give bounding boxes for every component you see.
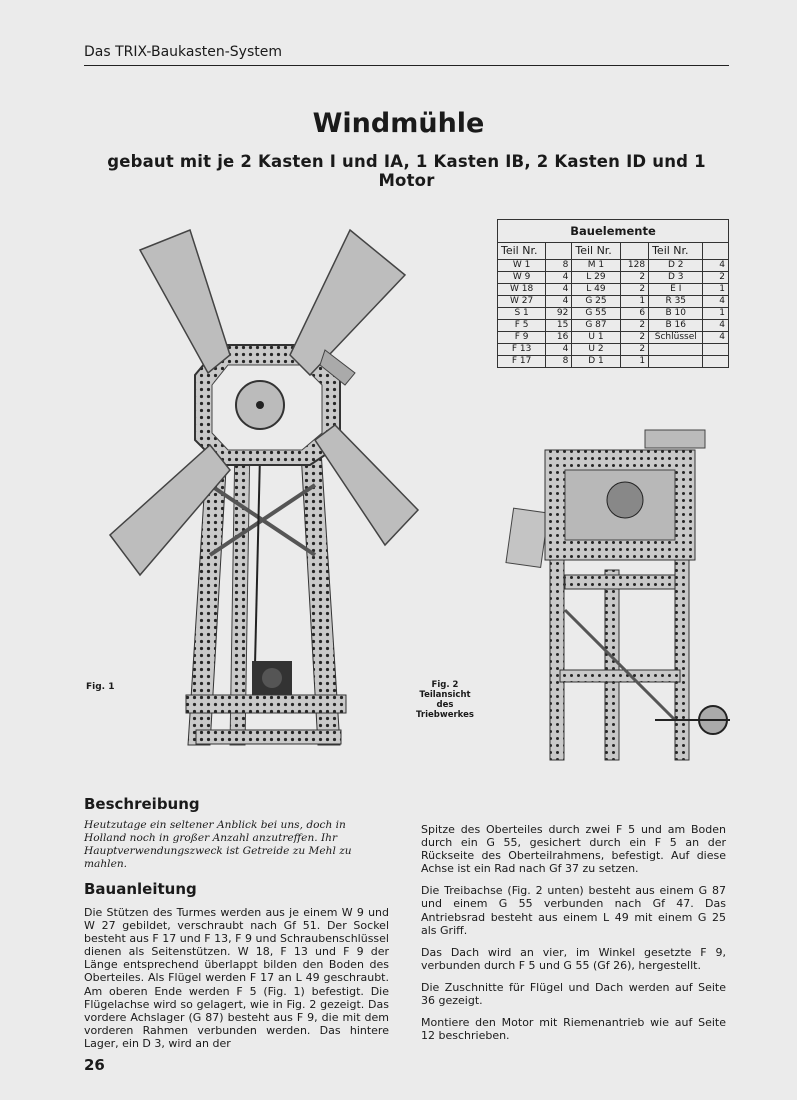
part-count: 4 bbox=[703, 332, 729, 344]
part-count: 2 bbox=[703, 272, 729, 284]
beschreibung-text: Heutzutage ein seltener Anblick bei uns, doch in Holland noch in großer Anzahl anzutreffen. Ihr Hauptverwendungszweck ist Getreide zu Mehl zu mahlen. bbox=[84, 819, 352, 870]
fig2-caption-line: Triebwerkes bbox=[416, 710, 474, 720]
part-count: 4 bbox=[546, 296, 572, 308]
part-count bbox=[703, 356, 729, 368]
part-count: 128 bbox=[620, 260, 648, 272]
running-header: Das TRIX-Baukasten-System bbox=[84, 44, 282, 60]
parts-header-count-3 bbox=[703, 243, 729, 260]
page-subtitle: gebaut mit je 2 Kasten I und IA, 1 Kasten IB, 2 Kasten ID und 1 Motor bbox=[107, 152, 706, 190]
parts-header-teil-nr-2 bbox=[572, 243, 620, 260]
part-number: U 1 bbox=[572, 332, 620, 344]
parts-header-teil-nr-3 bbox=[649, 243, 703, 260]
part-number: L 49 bbox=[572, 284, 620, 296]
part-count: 2 bbox=[620, 332, 648, 344]
part-number: R 35 bbox=[649, 296, 703, 308]
fig2-caption-line: des bbox=[436, 700, 454, 710]
part-number: G 55 bbox=[572, 308, 620, 320]
part-number: L 29 bbox=[572, 272, 620, 284]
parts-row bbox=[498, 272, 729, 284]
part-count: 4 bbox=[703, 260, 729, 272]
fig2-caption-line: Teilansicht bbox=[419, 690, 471, 700]
bauanleitung-right-column bbox=[421, 823, 726, 1051]
part-number: W 18 bbox=[498, 284, 546, 296]
parts-row bbox=[498, 320, 729, 332]
page-title: Windmühle bbox=[312, 108, 485, 139]
page-number: 26 bbox=[84, 1056, 105, 1074]
fig1-caption: Fig. 1 bbox=[86, 682, 115, 692]
part-number: D 3 bbox=[649, 272, 703, 284]
part-number: W 1 bbox=[498, 260, 546, 272]
part-number bbox=[649, 344, 703, 356]
part-number: F 9 bbox=[498, 332, 546, 344]
mechanism-photo bbox=[505, 420, 740, 770]
windmill-photo bbox=[100, 225, 430, 770]
part-number: G 25 bbox=[572, 296, 620, 308]
part-count: 4 bbox=[546, 284, 572, 296]
parts-header-teil-nr-1 bbox=[498, 243, 546, 260]
part-count: 8 bbox=[546, 260, 572, 272]
part-count: 1 bbox=[703, 308, 729, 320]
part-number: W 9 bbox=[498, 272, 546, 284]
part-number bbox=[649, 356, 703, 368]
part-number: Schlüssel bbox=[649, 332, 703, 344]
part-number: F 13 bbox=[498, 344, 546, 356]
part-count: 8 bbox=[546, 356, 572, 368]
part-number: B 16 bbox=[649, 320, 703, 332]
part-count: 2 bbox=[620, 272, 648, 284]
part-number: S 1 bbox=[498, 308, 546, 320]
part-count: 15 bbox=[546, 320, 572, 332]
part-number: F 17 bbox=[498, 356, 546, 368]
part-number: F 5 bbox=[498, 320, 546, 332]
part-number: G 87 bbox=[572, 320, 620, 332]
parts-row bbox=[498, 296, 729, 308]
bauanleitung-paragraph: Montiere den Motor mit Riemenantrieb wie auf Seite 12 beschrieben. bbox=[421, 1016, 726, 1043]
parts-row bbox=[498, 344, 729, 356]
part-count: 4 bbox=[703, 296, 729, 308]
part-number: U 2 bbox=[572, 344, 620, 356]
parts-row bbox=[498, 356, 729, 368]
parts-header-count-1 bbox=[546, 243, 572, 260]
parts-row bbox=[498, 260, 729, 272]
parts-header-label: Teil Nr. bbox=[501, 244, 538, 257]
bauanleitung-paragraph: Das Dach wird an vier, im Winkel gesetzte F 9, verbunden durch F 5 und G 55 (Gf 26), hergestellt. bbox=[421, 945, 726, 972]
part-number: E I bbox=[649, 284, 703, 296]
part-count: 4 bbox=[546, 272, 572, 284]
bauanleitung-paragraph: Die Stützen des Turmes werden aus je einem W 9 und W 27 gebildet, verschraubt nach Gf 51. Der Sockel besteht aus F 17 und F 13, F 9 und Schraubenschlüssel dienen als Seitenstützen. W 18, F 13 und F 9 der Länge entsprechend überlappt bilden den Boden des Oberteiles. Als Flügel werden F 17 an L 49 geschraubt. Am oberen Ende werden F 5 (Fig. 1) befestigt. Die Flügelachse wird so gelagert, wie in Fig. 2 gezeigt. Das vordere Achslager (G 87) besteht aus F 9, die mit dem vorderen Rahmen verbunden werden. Das hintere Lager, ein D 3, wird an der bbox=[84, 906, 389, 1050]
bauanleitung-heading: Bauanleitung bbox=[84, 880, 197, 898]
part-number: D 2 bbox=[649, 260, 703, 272]
parts-row bbox=[498, 284, 729, 296]
header-rule bbox=[84, 65, 729, 66]
part-number: M 1 bbox=[572, 260, 620, 272]
part-count bbox=[703, 344, 729, 356]
part-count: 1 bbox=[620, 296, 648, 308]
bauanleitung-paragraph: Die Treibachse (Fig. 2 unten) besteht aus einem G 87 und einem G 55 verbunden nach Gf 47. Das Antriebsrad besteht aus einem L 49 mit einem G 25 als Griff. bbox=[421, 884, 726, 937]
beschreibung-heading: Beschreibung bbox=[84, 795, 200, 813]
part-number: B 10 bbox=[649, 308, 703, 320]
fig2-label: Fig. 2 bbox=[431, 680, 459, 690]
bauanleitung-paragraph: Die Zuschnitte für Flügel und Dach werden auf Seite 36 gezeigt. bbox=[421, 980, 726, 1008]
parts-header-label: Teil Nr. bbox=[652, 244, 689, 257]
parts-header-count-2 bbox=[620, 243, 648, 260]
parts-table bbox=[497, 219, 729, 368]
part-count: 4 bbox=[703, 320, 729, 332]
parts-table-body bbox=[498, 260, 729, 368]
part-count: 1 bbox=[620, 356, 648, 368]
part-count: 6 bbox=[620, 308, 648, 320]
part-count: 4 bbox=[546, 344, 572, 356]
parts-row bbox=[498, 332, 729, 344]
bauanleitung-left-column bbox=[84, 906, 389, 1059]
part-number: D 1 bbox=[572, 356, 620, 368]
parts-row bbox=[498, 308, 729, 320]
part-count: 1 bbox=[703, 284, 729, 296]
part-count: 2 bbox=[620, 320, 648, 332]
part-count: 16 bbox=[546, 332, 572, 344]
fig2-caption bbox=[410, 680, 480, 720]
bauanleitung-paragraph: Spitze des Oberteiles durch zwei F 5 und am Boden durch ein G 55, gesichert durch ein F 5 an der Rückseite des Oberteilrahmens, befestigt. Auf diese Achse ist ein Rad nach Gf 37 zu setzen. bbox=[421, 823, 726, 876]
part-count: 2 bbox=[620, 284, 648, 296]
part-number: W 27 bbox=[498, 296, 546, 308]
parts-header-label: Teil Nr. bbox=[575, 244, 612, 257]
part-count: 92 bbox=[546, 308, 572, 320]
parts-table-title: Bauelemente bbox=[498, 220, 729, 243]
part-count: 2 bbox=[620, 344, 648, 356]
